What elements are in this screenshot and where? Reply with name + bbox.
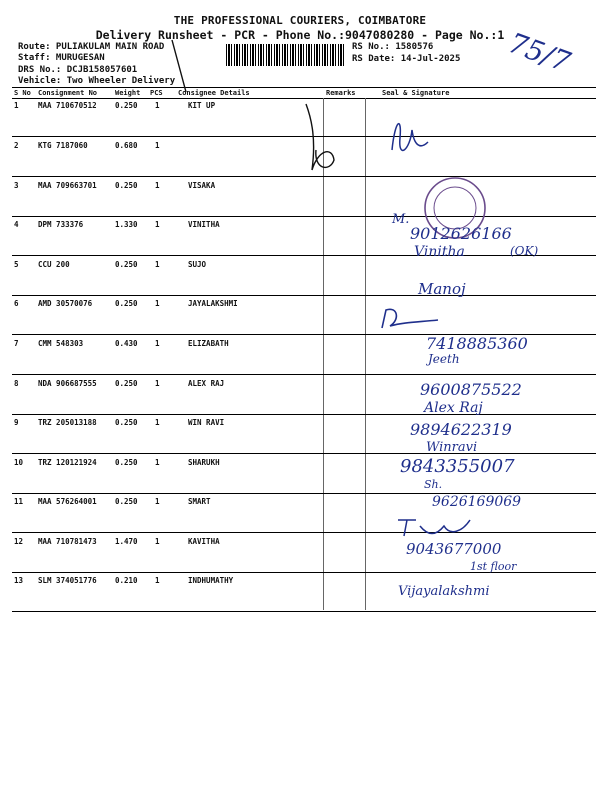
row-sno: 5 — [14, 260, 19, 269]
row-sno: 12 — [14, 537, 24, 546]
drs-number: DRS No.: DCJB158057601 — [18, 65, 138, 75]
rs-number: RS No.: 1580576 — [352, 42, 434, 52]
row-consignee: VISAKA — [188, 181, 216, 190]
row-consignment: NDA 906687555 — [38, 379, 97, 388]
row-consignment: MAA 576264001 — [38, 497, 97, 506]
row-consignee: SHARUKH — [188, 458, 220, 467]
row-pcs: 1 — [155, 339, 160, 348]
handwriting-r9-phone: 9894622319 — [410, 420, 512, 439]
row-pcs: 1 — [155, 260, 160, 269]
page-annotation: 75/7 — [504, 26, 575, 79]
row-weight: 0.250 — [115, 101, 138, 110]
row-consignee: INDHUMATHY — [188, 576, 234, 585]
row-sno: 13 — [14, 576, 24, 585]
handwriting-r7-name: Jeeth — [428, 352, 460, 366]
row-sno: 1 — [14, 101, 19, 110]
row-sno: 9 — [14, 418, 19, 427]
signature-row11 — [398, 520, 470, 536]
row-weight: 0.250 — [115, 379, 138, 388]
row-weight: 0.250 — [115, 299, 138, 308]
row-consignment: MAA 710781473 — [38, 537, 97, 546]
row-consignment: CMM 548303 — [38, 339, 84, 348]
row-sno: 4 — [14, 220, 19, 229]
row-consignment: MAA 710670512 — [38, 101, 97, 110]
handwriting-r5-name: Manoj — [418, 280, 466, 298]
handwriting-r13-name: Vijayalakshmi — [398, 584, 490, 599]
row-sno: 11 — [14, 497, 24, 506]
row-consignment: AMD 30570076 — [38, 299, 93, 308]
handwriting-r4-name: Vinitha — [414, 244, 465, 260]
row-pcs: 1 — [155, 101, 160, 110]
row-weight: 1.470 — [115, 537, 138, 546]
row-consignee: KAVITHA — [188, 537, 220, 546]
row-consignment: KTG 7187060 — [38, 141, 88, 150]
row-weight: 0.250 — [115, 181, 138, 190]
handwriting-r12-phone: 9043677000 — [406, 540, 502, 558]
row-weight: 0.250 — [115, 260, 138, 269]
row-pcs: 1 — [155, 379, 160, 388]
staff-info: Staff: MURUGESAN — [18, 53, 105, 63]
handwriting-r11-phone: 9626169069 — [432, 494, 522, 510]
col-sno: S No — [14, 89, 31, 97]
handwriting-r9-name: Winravi — [426, 440, 478, 455]
row-weight: 0.250 — [115, 497, 138, 506]
col-pcs: PCS — [150, 89, 163, 97]
row-pcs: 1 — [155, 576, 160, 585]
handwriting-r8-name: Alex Raj — [424, 400, 483, 416]
row-consignment: SLM 374051776 — [38, 576, 97, 585]
rs-date: RS Date: 14-Jul-2025 — [352, 54, 461, 64]
col-seal: Seal & Signature — [382, 89, 450, 97]
handwriting-r4-phone: 9012626166 — [410, 224, 512, 243]
row-pcs: 1 — [155, 220, 160, 229]
row-consignee: JAYALAKSHMI — [188, 299, 238, 308]
row-consignee: VINITHA — [188, 220, 220, 229]
row-consignment: TRZ 205013188 — [38, 418, 97, 427]
row-consignment: CCU 200 — [38, 260, 70, 269]
row-consignment: MAA 709663701 — [38, 181, 97, 190]
row-pcs: 1 — [155, 141, 160, 150]
handwriting-r7-phone: 7418885360 — [426, 334, 528, 353]
row-consignee: WIN RAVI — [188, 418, 225, 427]
col-remarks: Remarks — [326, 89, 356, 97]
row-consignment: TRZ 120121924 — [38, 458, 97, 467]
handwriting-r4-note: (OK) — [510, 244, 539, 258]
row-sno: 2 — [14, 141, 19, 150]
handwriting-r12-note: 1st floor — [470, 560, 517, 573]
row-weight: 0.250 — [115, 418, 138, 427]
signature-row6 — [382, 309, 438, 328]
row-sno: 10 — [14, 458, 24, 467]
handwriting-r8-phone: 9600875522 — [420, 380, 522, 399]
row-consignee: SUJO — [188, 260, 207, 269]
row-weight: 0.430 — [115, 339, 138, 348]
route-info: Route: PULIAKULAM MAIN ROAD — [18, 42, 165, 52]
col-consignment: Consignment No — [38, 89, 98, 97]
row-weight: 1.330 — [115, 220, 138, 229]
row-pcs: 1 — [155, 181, 160, 190]
handwriting-r10-name: Sh. — [424, 478, 443, 491]
route-ink-mark — [172, 40, 334, 170]
runsheet-title: Delivery Runsheet - PCR - Phone No.:9047080280 - Page No.:1 — [95, 28, 505, 42]
row-pcs: 1 — [155, 497, 160, 506]
row-consignee: ALEX RAJ — [188, 379, 225, 388]
row-pcs: 1 — [155, 299, 160, 308]
row-consignee: SMART — [188, 497, 211, 506]
row-pcs: 1 — [155, 458, 160, 467]
company-name: THE PROFESSIONAL COURIERS, COIMBATORE — [173, 14, 427, 27]
row-consignee: ELIZABATH — [188, 339, 229, 348]
col-consignee: Consignee Details — [178, 89, 250, 97]
row-pcs: 1 — [155, 418, 160, 427]
row-sno: 8 — [14, 379, 19, 388]
row-sno: 6 — [14, 299, 19, 308]
row-weight: 0.250 — [115, 458, 138, 467]
handwriting-r4-initials: M. — [392, 212, 410, 227]
row-weight: 0.680 — [115, 141, 138, 150]
row-consignee: KIT UP — [188, 101, 216, 110]
signature-row1 — [392, 124, 428, 151]
col-weight: Weight — [115, 89, 141, 97]
row-pcs: 1 — [155, 537, 160, 546]
vehicle-info: Vehicle: Two Wheeler Delivery — [18, 76, 176, 86]
row-weight: 0.210 — [115, 576, 138, 585]
handwriting-r10-phone: 9843355007 — [400, 456, 515, 477]
row-sno: 3 — [14, 181, 19, 190]
row-sno: 7 — [14, 339, 19, 348]
row-consignment: DPM 733376 — [38, 220, 84, 229]
